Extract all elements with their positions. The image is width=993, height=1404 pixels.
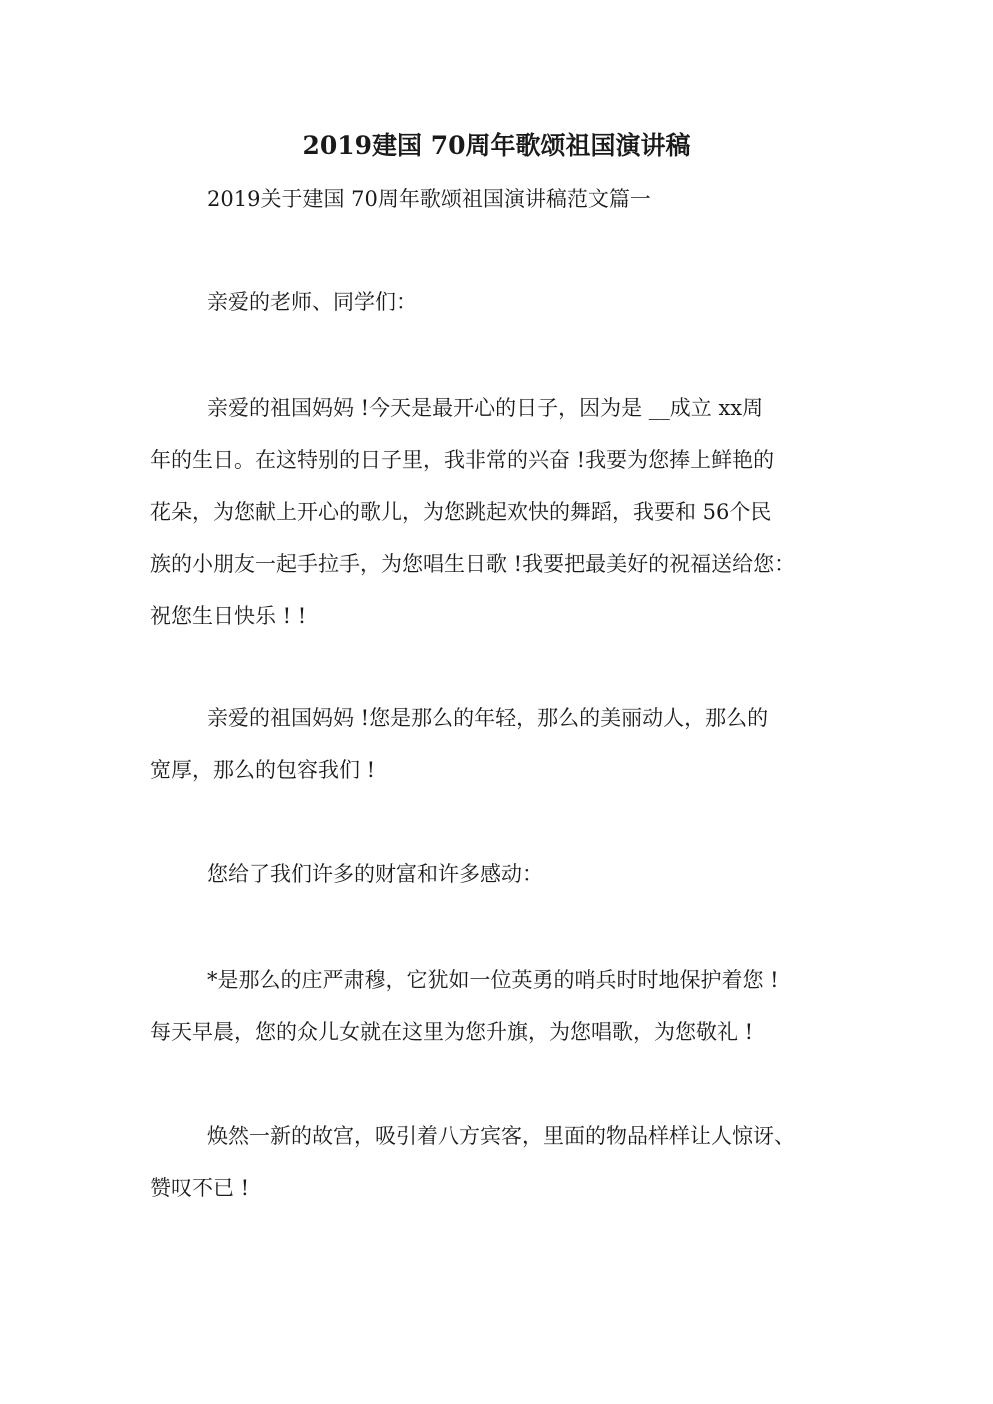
paragraph-line: 亲爱的祖国妈妈 !今天是最开心的日子，因为是 __成立 xx周 — [207, 396, 764, 420]
paragraph-line: 亲爱的老师、同学们： — [207, 290, 417, 314]
paragraph-solemn — [150, 954, 850, 1058]
document-subtitle: 2019关于建国 70周年歌颂祖国演讲稿范文篇一 — [207, 187, 651, 211]
paragraph-young — [150, 692, 850, 796]
paragraph-line: 祝您生日快乐 ! ! — [150, 604, 307, 628]
paragraph-line: 宽厚，那么的包容我们 ! — [150, 758, 376, 782]
paragraph-palace — [150, 1110, 850, 1214]
paragraph-line: 年的生日。在这特别的日子里，我非常的兴奋 !我要为您捧上鲜艳的 — [150, 448, 775, 472]
paragraph-greeting — [150, 276, 850, 328]
paragraph-line: 族的小朋友一起手拉手，为您唱生日歌 !我要把最美好的祝福送给您： — [150, 552, 796, 576]
paragraph-line: 花朵，为您献上开心的歌儿，为您跳起欢快的舞蹈，我要和 56个民 — [150, 500, 772, 524]
paragraph-line: 焕然一新的故宫，吸引着八方宾客，里面的物品样样让人惊讶、 — [207, 1124, 795, 1148]
paragraph-wealth — [150, 848, 850, 900]
paragraph-line: 亲爱的祖国妈妈 !您是那么的年轻，那么的美丽动人，那么的 — [207, 706, 769, 730]
paragraph-birthday — [150, 382, 850, 642]
paragraph-line: 赞叹不已 ! — [150, 1176, 250, 1200]
paragraph-line: *是那么的庄严肃穆，它犹如一位英勇的哨兵时时地保护着您 ! — [207, 968, 779, 992]
paragraph-line: 每天早晨，您的众儿女就在这里为您升旗，为您唱歌，为您敬礼 ! — [150, 1020, 754, 1044]
document-title: 2019建国 70周年歌颂祖国演讲稿 — [302, 131, 691, 160]
paragraph-line: 您给了我们许多的财富和许多感动： — [207, 862, 543, 886]
